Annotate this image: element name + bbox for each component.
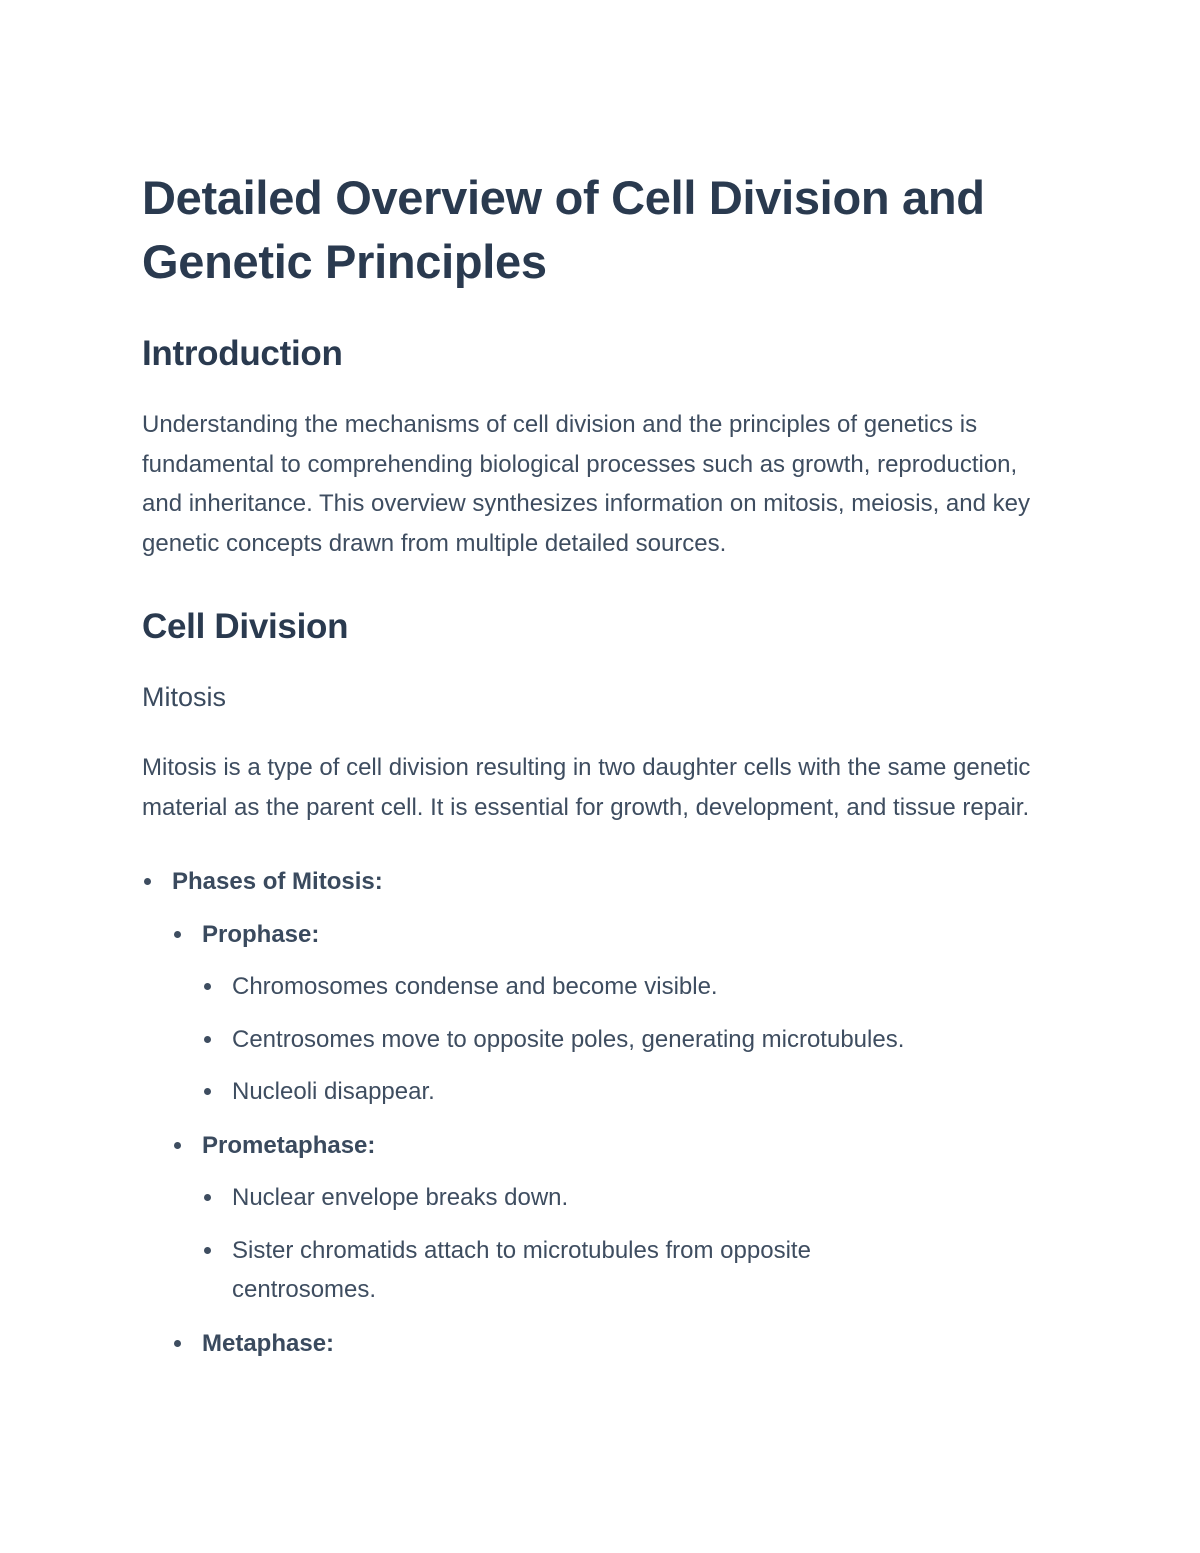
document-page xyxy=(142,166,1042,1377)
bullet-icon xyxy=(204,1194,211,1201)
introduction-paragraph: Understanding the mechanisms of cell division and the principles of genetics is fundamental to comprehending biological processes such as growth, reproduction, and inheritance. This overview synthesizes information on mitosis, meiosis, and key genetic concepts drawn from multiple detailed sources. xyxy=(142,411,1030,557)
list-item xyxy=(202,1178,1042,1218)
phase-points xyxy=(202,1178,1042,1310)
bullet-icon xyxy=(204,1088,211,1095)
list-item xyxy=(202,1231,1042,1310)
bullet-icon xyxy=(174,1340,181,1347)
bullet-icon xyxy=(204,983,211,990)
phase-points xyxy=(202,967,1042,1112)
introduction-heading: Introduction xyxy=(142,334,343,373)
list-item xyxy=(202,967,1042,1007)
phase-point: Centrosomes move to opposite poles, generating microtubules. xyxy=(232,1025,905,1053)
mitosis-list xyxy=(142,862,1042,1363)
list-item xyxy=(202,1072,1042,1112)
bullet-icon xyxy=(204,1036,211,1043)
phase-item xyxy=(172,1324,1042,1364)
list-item xyxy=(142,862,1042,1363)
phases-list xyxy=(172,915,1042,1364)
list-item xyxy=(202,1020,1042,1060)
bullet-icon xyxy=(144,878,151,885)
phase-name: Prophase: xyxy=(202,920,320,948)
phase-item xyxy=(172,1126,1042,1310)
phase-point: Sister chromatids attach to microtubules from opposite centrosomes. xyxy=(232,1236,811,1303)
bullet-icon xyxy=(174,1142,181,1149)
mitosis-heading: Mitosis xyxy=(142,682,227,712)
phase-name: Metaphase: xyxy=(202,1329,335,1357)
phase-point: Nuclear envelope breaks down. xyxy=(232,1184,569,1211)
phases-label: Phases of Mitosis: xyxy=(172,868,383,895)
phase-item xyxy=(172,915,1042,1112)
phase-point: Nucleoli disappear. xyxy=(232,1078,435,1105)
document-title: Detailed Overview of Cell Division and Genetic Principles xyxy=(142,171,985,288)
cell-division-heading: Cell Division xyxy=(142,607,349,646)
bullet-icon xyxy=(204,1247,211,1254)
phase-name: Prometaphase: xyxy=(202,1131,376,1159)
phase-point: Chromosomes condense and become visible. xyxy=(232,973,718,1000)
bullet-icon xyxy=(174,931,181,938)
mitosis-paragraph: Mitosis is a type of cell division resulting in two daughter cells with the same genetic material as the parent cell. It is essential for growth, development, and tissue repair. xyxy=(142,754,1031,821)
